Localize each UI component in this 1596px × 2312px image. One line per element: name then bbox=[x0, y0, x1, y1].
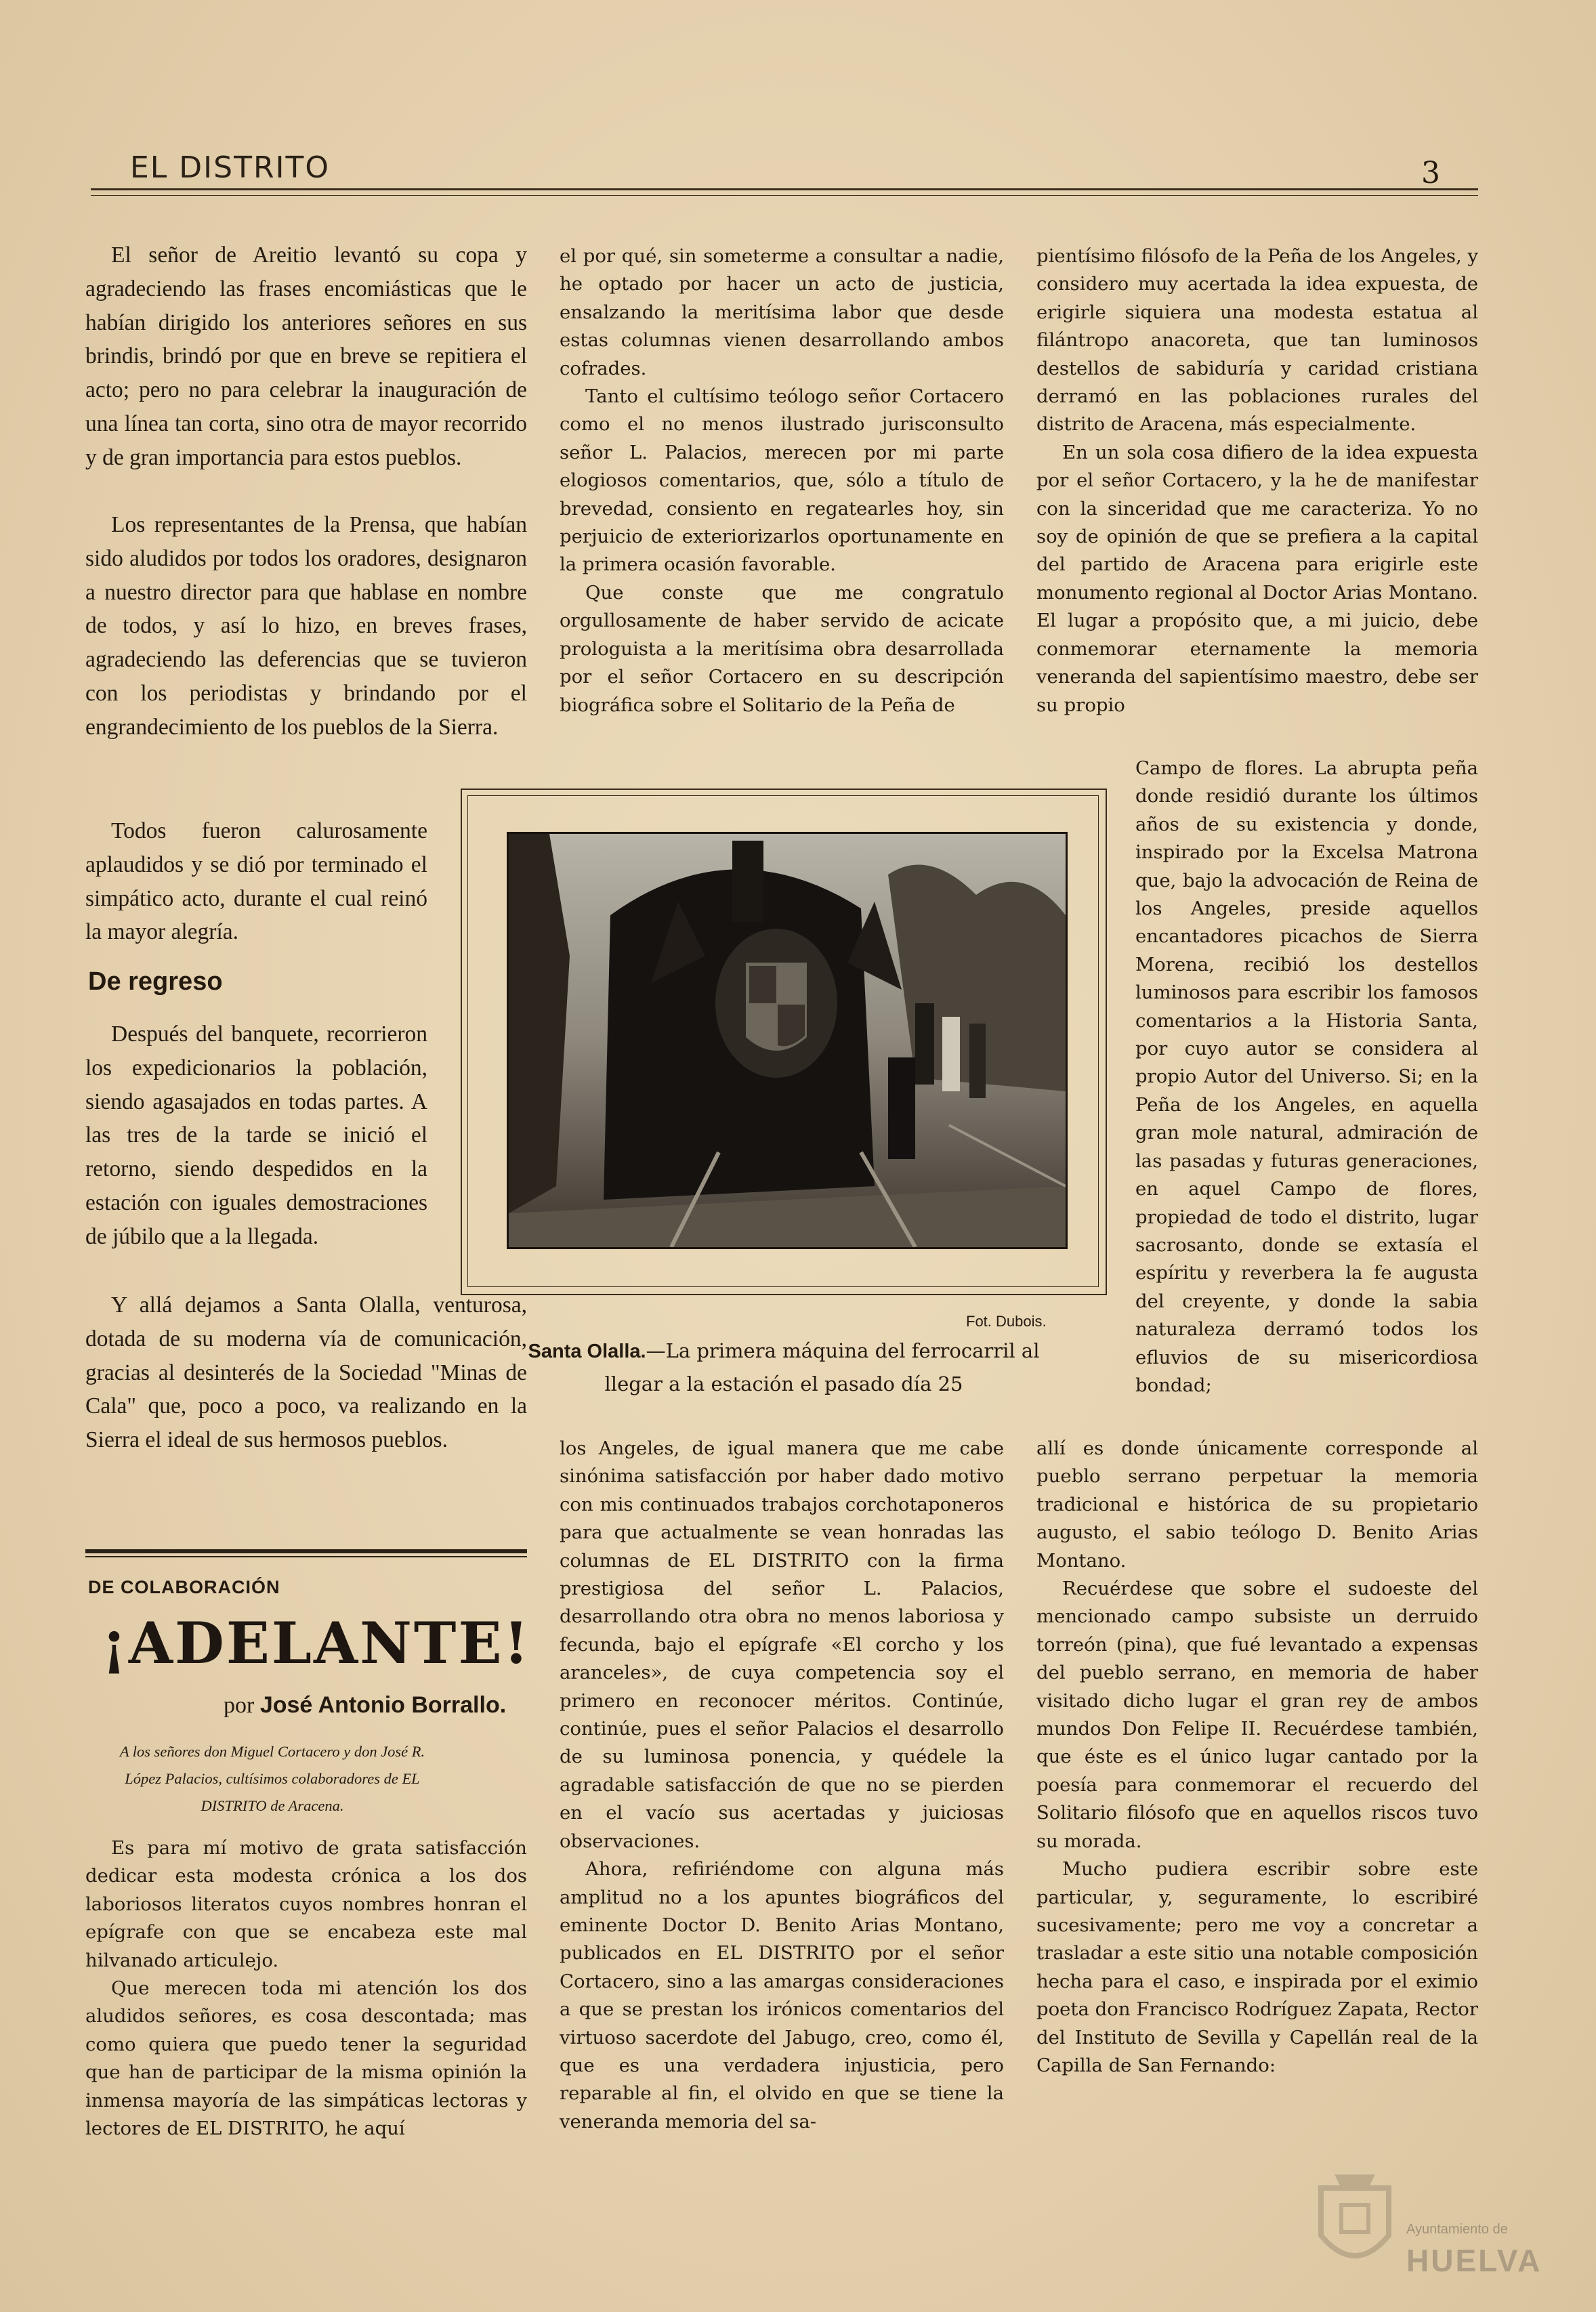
paragraph: allí es donde únicamente corresponde al pueblo serrano perpetuar la memoria tradicional e histórica de su propietario augusto, el sabio teólogo D. Benito Arias Montano. bbox=[1036, 1437, 1478, 1572]
article-divider-thin bbox=[85, 1556, 527, 1557]
column-1-santa-olalla bbox=[85, 1288, 527, 1457]
paragraph: Después del banquete, recorrieron los expedicionarios la población, siendo agasajados en todas partes. A las tres de la tarde se inició el retorno, siendo despedidos en la estación con iguales demostraciones de júbilo que a la llegada. bbox=[85, 1022, 427, 1249]
author-name: José Antonio Borrallo. bbox=[259, 1692, 507, 1718]
paragraph: pientísimo filósofo de la Peña de los Angeles, y considero muy acertada la idea expuesta, de erigirle siquiera una modesta estatua al filántropo anacoreta, que tan luminosos destellos de sabiduría y caridad cristiana derramó en las poblaciones rurales del distrito de Aracena, más especialmente. bbox=[1036, 245, 1478, 436]
column-1-press bbox=[85, 508, 527, 744]
paragraph: Que conste que me congratulo orgullosamente de haber servido de acicate prologuista a la meritísima obra desarrollada por el señor Cortacero en su descripción biográfica sobre el Solitario de la Peña de bbox=[560, 581, 1004, 716]
paragraph: Todos fueron calurosamente aplaudidos y se dió por terminado el simpático acto, durante el cual reinó la mayor alegría. bbox=[85, 818, 427, 945]
article-column-2-bottom bbox=[560, 1435, 1004, 2136]
article-divider bbox=[85, 1549, 527, 1553]
section-label: DE COLABORACIÓN bbox=[88, 1577, 280, 1597]
page-number: 3 bbox=[1421, 156, 1440, 190]
section-heading-de-regreso: De regreso bbox=[88, 967, 223, 996]
column-1-top bbox=[85, 238, 527, 475]
photo-credit: Fot. Dubois. bbox=[966, 1313, 1047, 1330]
photo-caption bbox=[503, 1334, 1065, 1400]
paragraph: En un sola cosa difiero de la idea expuesta por el señor Cortacero, y la he de manifestar con la sinceridad que me caracteriza. Yo no soy de opinión de que se prefiera a la capital del partido de Aracena para erigirle este monumento regional al Doctor Arias Montano. El lugar a propósito que, a mi juicio, debe conmemorar eternamente la memoria veneranda del sapientísimo maestro, debe ser su propio bbox=[1036, 441, 1478, 716]
paragraph: Los representantes de la Prensa, que habían sido aludidos por todos los oradores, designaron a nuestro director para que hablase en nombre de todos, y así lo hizo, en breves frases, agradeciendo las deferencias que se tuvieron con los periodistas y brindando por el engrandecimiento de los pueblos de la Sierra. bbox=[85, 512, 527, 740]
article-column-3-wrap bbox=[1135, 755, 1478, 1400]
paragraph: Tanto el cultísimo teólogo señor Cortacero como el no menos ilustrado jurisconsulto señor L. Palacios, merecen por mi parte elogiosos comentarios, que, sólo a título de brevedad, consiento en regatearles hoy, sin perjuicio de exteriorizarlos oportunamente en la primera ocasión favorable. bbox=[560, 385, 1004, 576]
article-byline bbox=[224, 1692, 506, 1719]
column-1-applause bbox=[85, 814, 427, 949]
article-dedication: A los señores don Miguel Cortacero y don José R. López Palacios, cultísimos colaboradores de EL DISTRITO de Aracena. bbox=[119, 1743, 425, 1814]
caption-label: Santa Olalla. bbox=[528, 1341, 646, 1362]
paragraph: Es para mí motivo de grata satisfacción dedicar esta modesta crónica a los dos laboriosos literatos cuyos nombres honran el epígrafe con que se encabeza este mal hilvanado articulejo. bbox=[85, 1837, 527, 1971]
article-title: ¡ADELANTE! bbox=[102, 1610, 531, 1677]
paragraph: el por qué, sin someterme a consultar a nadie, he optado por hacer un acto de justicia, ensalzando la meritísima labor que desde estas columnas vienen desarrollando ambos cofrades. bbox=[560, 245, 1004, 379]
paragraph: los Angeles, de igual manera que me cabe sinónima satisfacción por haber dado motivo con mis continuados trabajos corchotaponeros para que actualmente se vean honradas las columnas de EL DISTRITO con la firma prestigiosa del señor L. Palacios, desarrollando otra obra no menos laboriosa y fecunda, bajo el epígrafe «El corcho y los aranceles», de cuya competencia soy el primero en reconocer méritos. Continúe, continúe, pues el señor Palacios el desarrollo de su luminosa ponencia, y quédele la agradable satisfacción de que no se pierden en el vacío sus acertadas y juiciosas observaciones. bbox=[560, 1437, 1004, 1852]
paragraph: Recuérdese que sobre el sudoeste del mencionado campo subsiste un derruido torreón (pina), que fué levantado a expensas del pueblo serrano, en memoria de haber visitado dicho lugar el gran rey de ambos mundos Don Felipe II. Recuérdese también, que éste es el único lugar cantado por la poesía para conmemorar el recuerdo del Solitario filósofo que en aquellos riscos tuvo su morada. bbox=[1036, 1578, 1478, 1852]
article-column-1 bbox=[85, 1834, 527, 2143]
column-1-return bbox=[85, 1017, 427, 1254]
header-rule-thin bbox=[91, 195, 1478, 196]
paragraph: Ahora, refiriéndome con alguna más amplitud no a los apuntes biográficos del eminente Doctor D. Benito Arias Montano, publicados en EL DISTRITO por el señor Cortacero, sino a las amargas consideraciones a que se prestan los irónicos comentarios del virtuoso sacerdote del Jabugo, creo, como él, que es una verdadera injusticia, pero reparable al fin, el olvido en que se tiene la veneranda memoria del sa- bbox=[560, 1858, 1004, 2132]
article-column-3-top bbox=[1036, 243, 1478, 719]
paragraph: Mucho pudiera escribir sobre este particular, y, seguramente, lo escribiré sucesivamente; pero me voy a concretar a trasladar a este sitio una notable composición hecha para el caso, e inspirada por el eximio poeta don Francisco Rodríguez Zapata, Rector del Instituto de Sevilla y Capellán real de la Capilla de San Fernando: bbox=[1036, 1858, 1478, 2076]
newspaper-name: EL DISTRITO bbox=[130, 150, 331, 185]
locomotive-photo bbox=[507, 832, 1068, 1249]
article-column-3-bottom bbox=[1036, 1435, 1478, 2080]
caption-text: —La primera máquina del ferrocarril al llegar a la estación el pasado día 25 bbox=[604, 1339, 1040, 1395]
byline-prefix: por bbox=[224, 1693, 255, 1718]
paragraph: Y allá dejamos a Santa Olalla, venturosa, dotada de su moderna vía de comunicación, gracias al desinterés de la Sociedad "Minas de Cala" que, poco a poco, va realizando en la Sierra el ideal de sus hermosos pueblos. bbox=[85, 1292, 527, 1453]
header-rule bbox=[91, 188, 1478, 190]
paragraph: Campo de flores. La abrupta peña donde residió durante los últimos años de su existencia y donde, inspirado por la Excelsa Matrona que, bajo la advocación de Reina de los Angeles, preside aquellos encantadores picachos de Sierra Morena, recibió los destellos luminosos para escribir los famosos comentarios a la Historia Santa, por cuyo autor se considera al propio Autor del Universo. Si; en la Peña de los Angeles, en aquella gran mole natural, admiración de las pasadas y futuras generaciones, en aquel Campo de flores, propiedad de todo el distrito, lugar sacrosanto, donde se extasía el espíritu y reverbera la fe augusta del creyente, y donde la sabia naturaleza derramó todos los efluvios de su misericordiosa bondad; bbox=[1135, 757, 1478, 1396]
article-column-2-top bbox=[560, 243, 1004, 719]
watermark-line1: Ayuntamiento de bbox=[1406, 2222, 1508, 2237]
paragraph: Que merecen toda mi atención los dos aludidos señores, es cosa descontada; mas como quiera que puedo tener la seguridad que han de participar de la misma opinión la inmensa mayoría de las simpáticas lectoras y lectores de EL DISTRITO, he aquí bbox=[85, 1977, 527, 2140]
watermark-line2: HUELVA bbox=[1406, 2243, 1542, 2278]
paragraph: El señor de Areitio levantó su copa y agradeciendo las frases encomiásticas que le habían dirigido los anteriores señores en sus brindis, brindó por que en breve se repitiera el acto; pero no para celebrar la inauguración de una línea tan corta, sino otra de mayor recorrido y de gran importancia para estos pueblos. bbox=[85, 243, 527, 470]
